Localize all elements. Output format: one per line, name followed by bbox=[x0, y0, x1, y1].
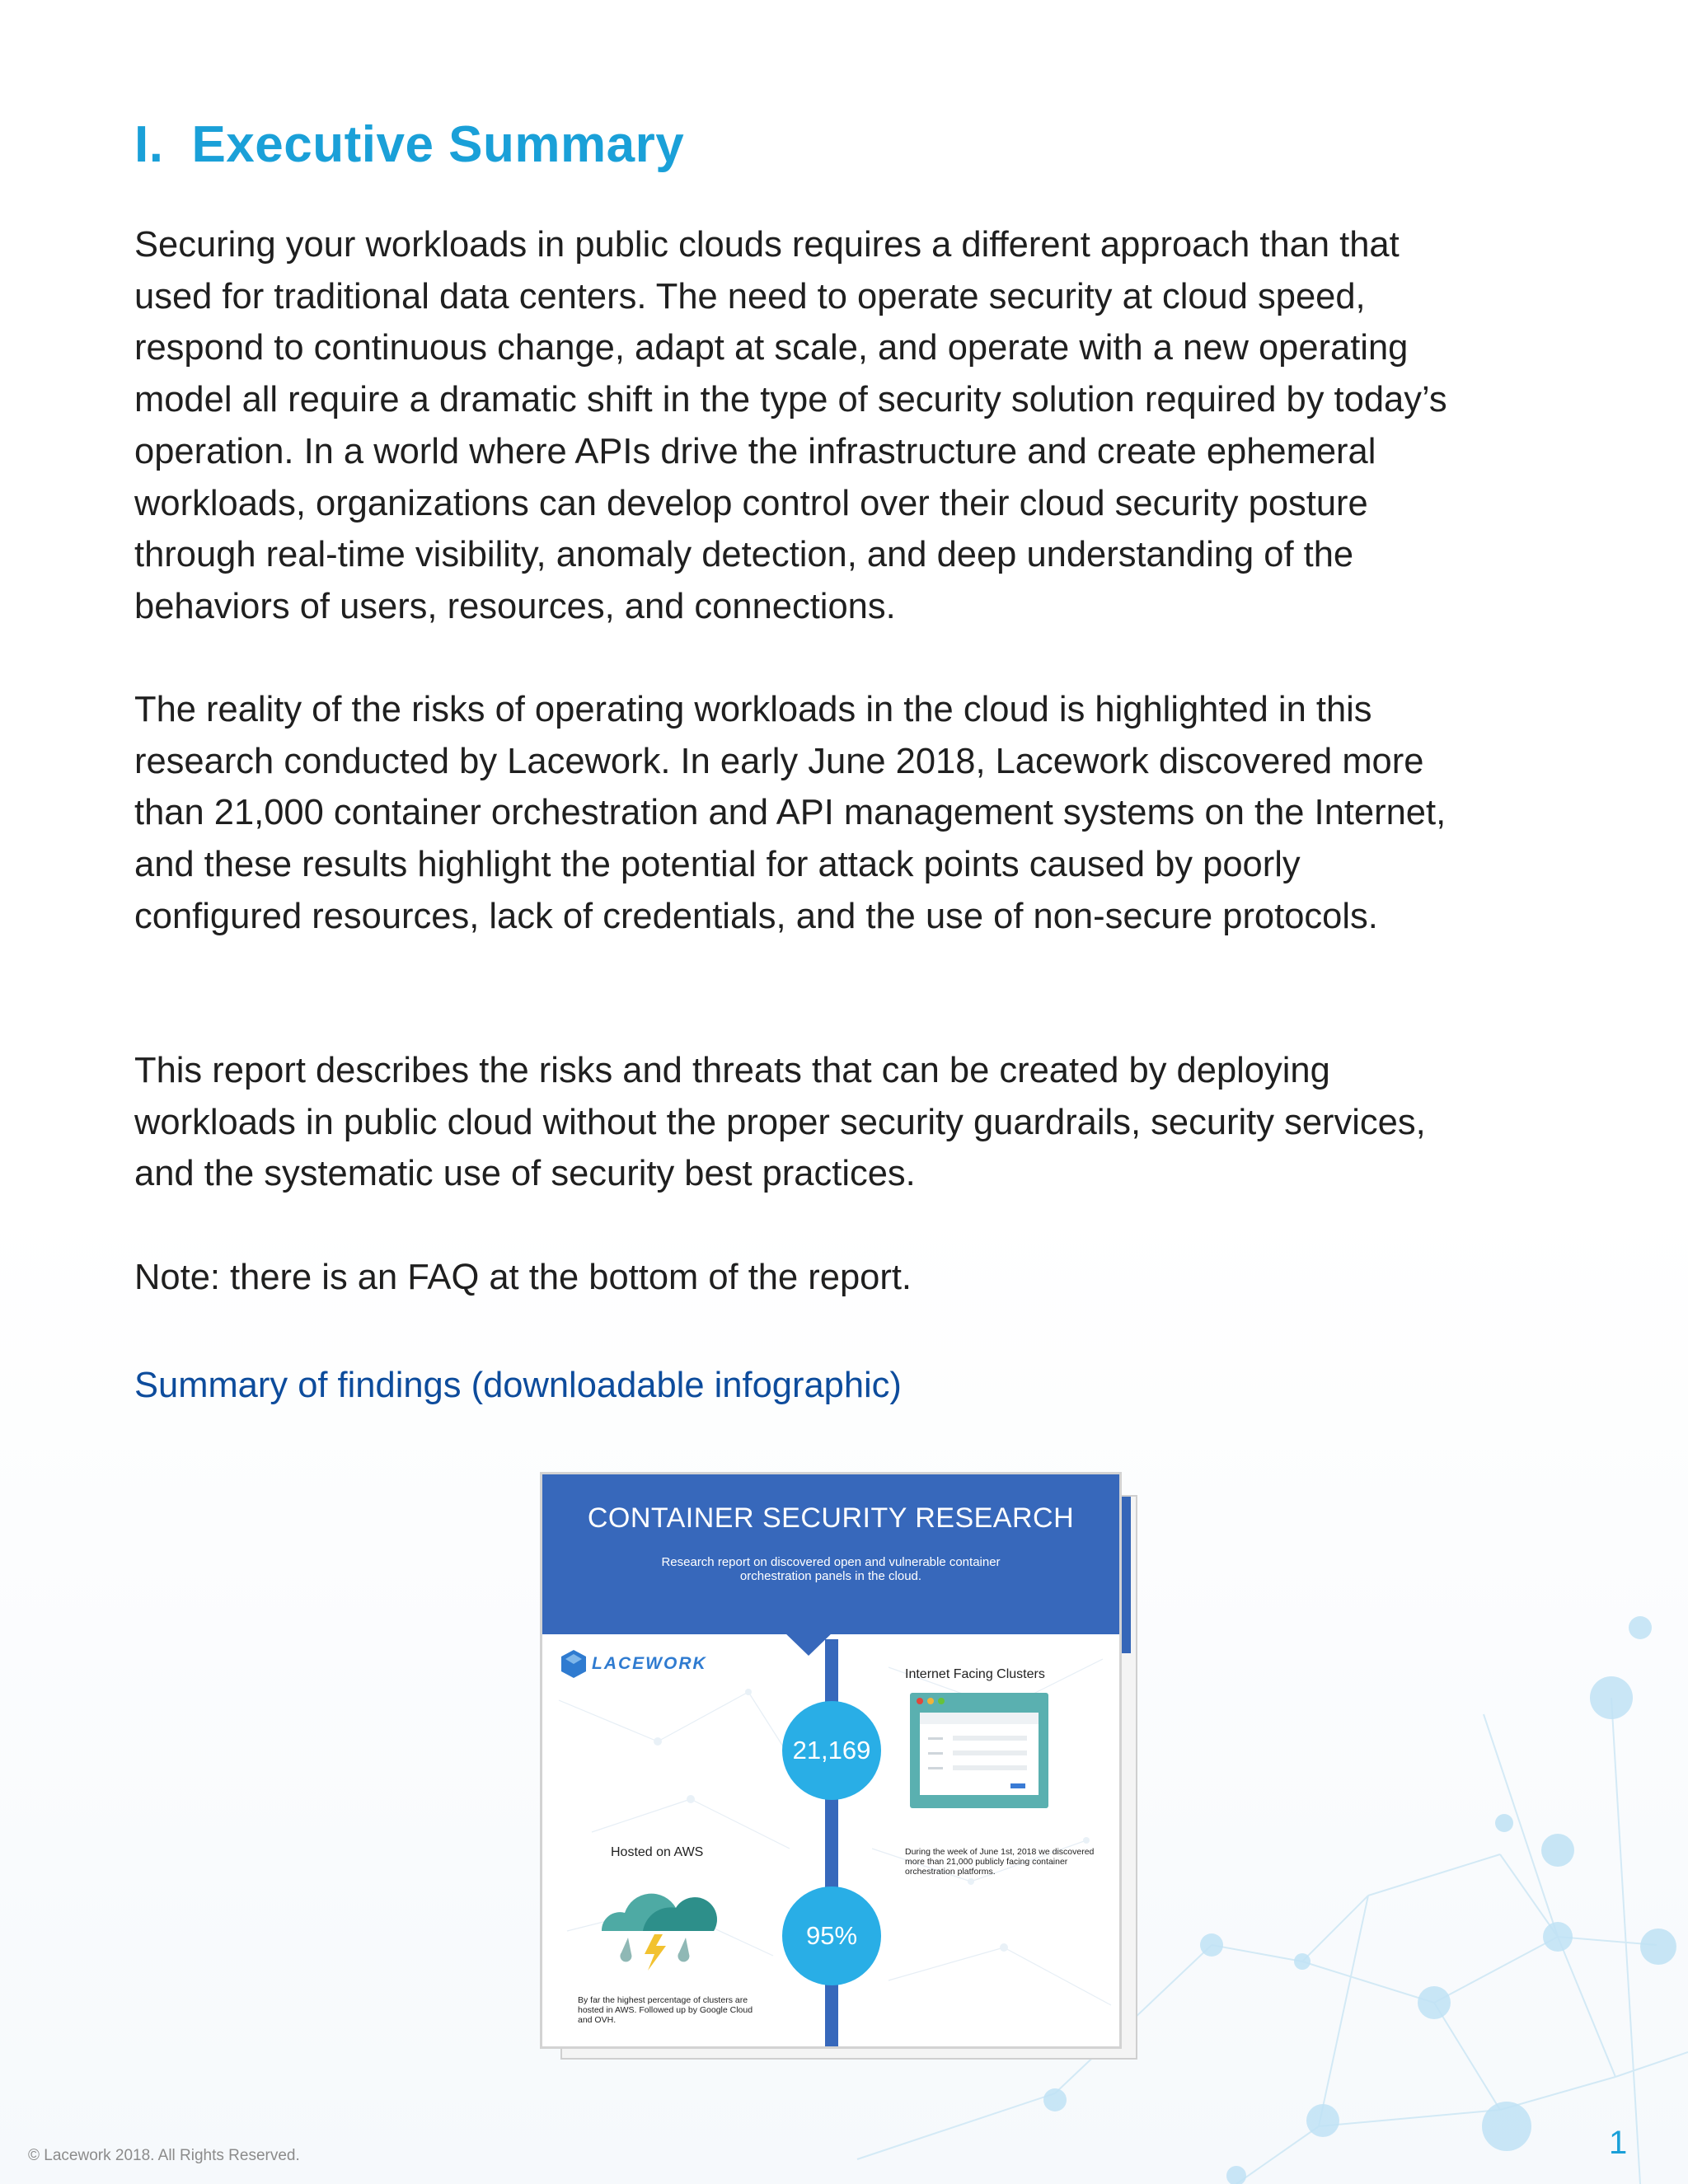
paragraph-text: Securing your workloads in public clouds requires a different approach than that used for traditional data centers. The need to operate security at cloud speed, respond to continuous change, adapt at scale, and operate with a new operating model all require a dramatic shift in the type of security solution required by today’s operation. In a world where APIs drive the infrastructure and create ephemeral workloads, organizations can develop control over their cloud security posture through real-time visibility, anomaly detection, and deep understanding of the behaviors of users, resources, and connections. bbox=[134, 225, 1447, 626]
browser-window-content bbox=[920, 1713, 1039, 1795]
paragraph-text: This report describes the risks and threats that can be created by deploying workloads in public cloud without the proper security guardrails, security services, and the systematic use of security best practices. bbox=[134, 1051, 1426, 1194]
lacework-logo-text: LACEWORK bbox=[592, 1654, 707, 1673]
browser-window-icon bbox=[910, 1693, 1048, 1808]
infographic-title: CONTAINER SECURITY RESEARCH bbox=[587, 1502, 1075, 1534]
infographic-image[interactable] bbox=[540, 1472, 1142, 2074]
note-paragraph bbox=[134, 1252, 1461, 1304]
window-control-dots bbox=[917, 1698, 945, 1704]
infographic-front-page bbox=[540, 1472, 1122, 2049]
note-text: Note: there is an FAQ at the bottom of the report. bbox=[134, 1258, 912, 1297]
paragraph-text: The reality of the risks of operating workloads in the cloud is highlighted in this research conducted by Lacework. In early June 2018, Lacework discovered more than 21,000 container orchestration and API management systems on the Internet, and these results highlight the potential for attack points caused by poorly configured resources, lack of credentials, and the use of non-secure protocols. bbox=[134, 690, 1447, 936]
clusters-stat-circle: 21,169 bbox=[782, 1701, 881, 1800]
lacework-logo bbox=[560, 1649, 707, 1679]
section-title: Executive Summary bbox=[191, 116, 685, 173]
storm-cloud-icon bbox=[593, 1883, 725, 1974]
clusters-label: Internet Facing Clusters bbox=[905, 1667, 1045, 1681]
copyright-footer: © Lacework 2018. All Rights Reserved. bbox=[28, 2147, 300, 2164]
body-paragraph-2 bbox=[134, 684, 1461, 943]
aws-caption: By far the highest percentage of clusters are hosted in AWS. Followed up by Google Cloud and OVH. bbox=[578, 1995, 753, 2025]
body-paragraph-1 bbox=[134, 219, 1461, 633]
section-heading bbox=[134, 115, 684, 174]
body-paragraph-3 bbox=[134, 1045, 1461, 1200]
section-number: I. bbox=[134, 116, 164, 173]
aws-label: Hosted on AWS bbox=[611, 1845, 704, 1859]
summary-infographic-link[interactable]: Summary of findings (downloadable infographic) bbox=[134, 1366, 902, 1405]
page-number: 1 bbox=[1609, 2125, 1628, 2161]
aws-stat-circle: 95% bbox=[782, 1886, 881, 1985]
lacework-logo-icon bbox=[560, 1649, 587, 1679]
clusters-caption: During the week of June 1st, 2018 we discovered more than 21,000 publicly facing container orchestration platforms. bbox=[905, 1847, 1095, 1877]
infographic-header bbox=[542, 1474, 1119, 1634]
infographic-subtitle: Research report on discovered open and vulnerable container orchestration panels in the cloud. bbox=[661, 1555, 1001, 1583]
